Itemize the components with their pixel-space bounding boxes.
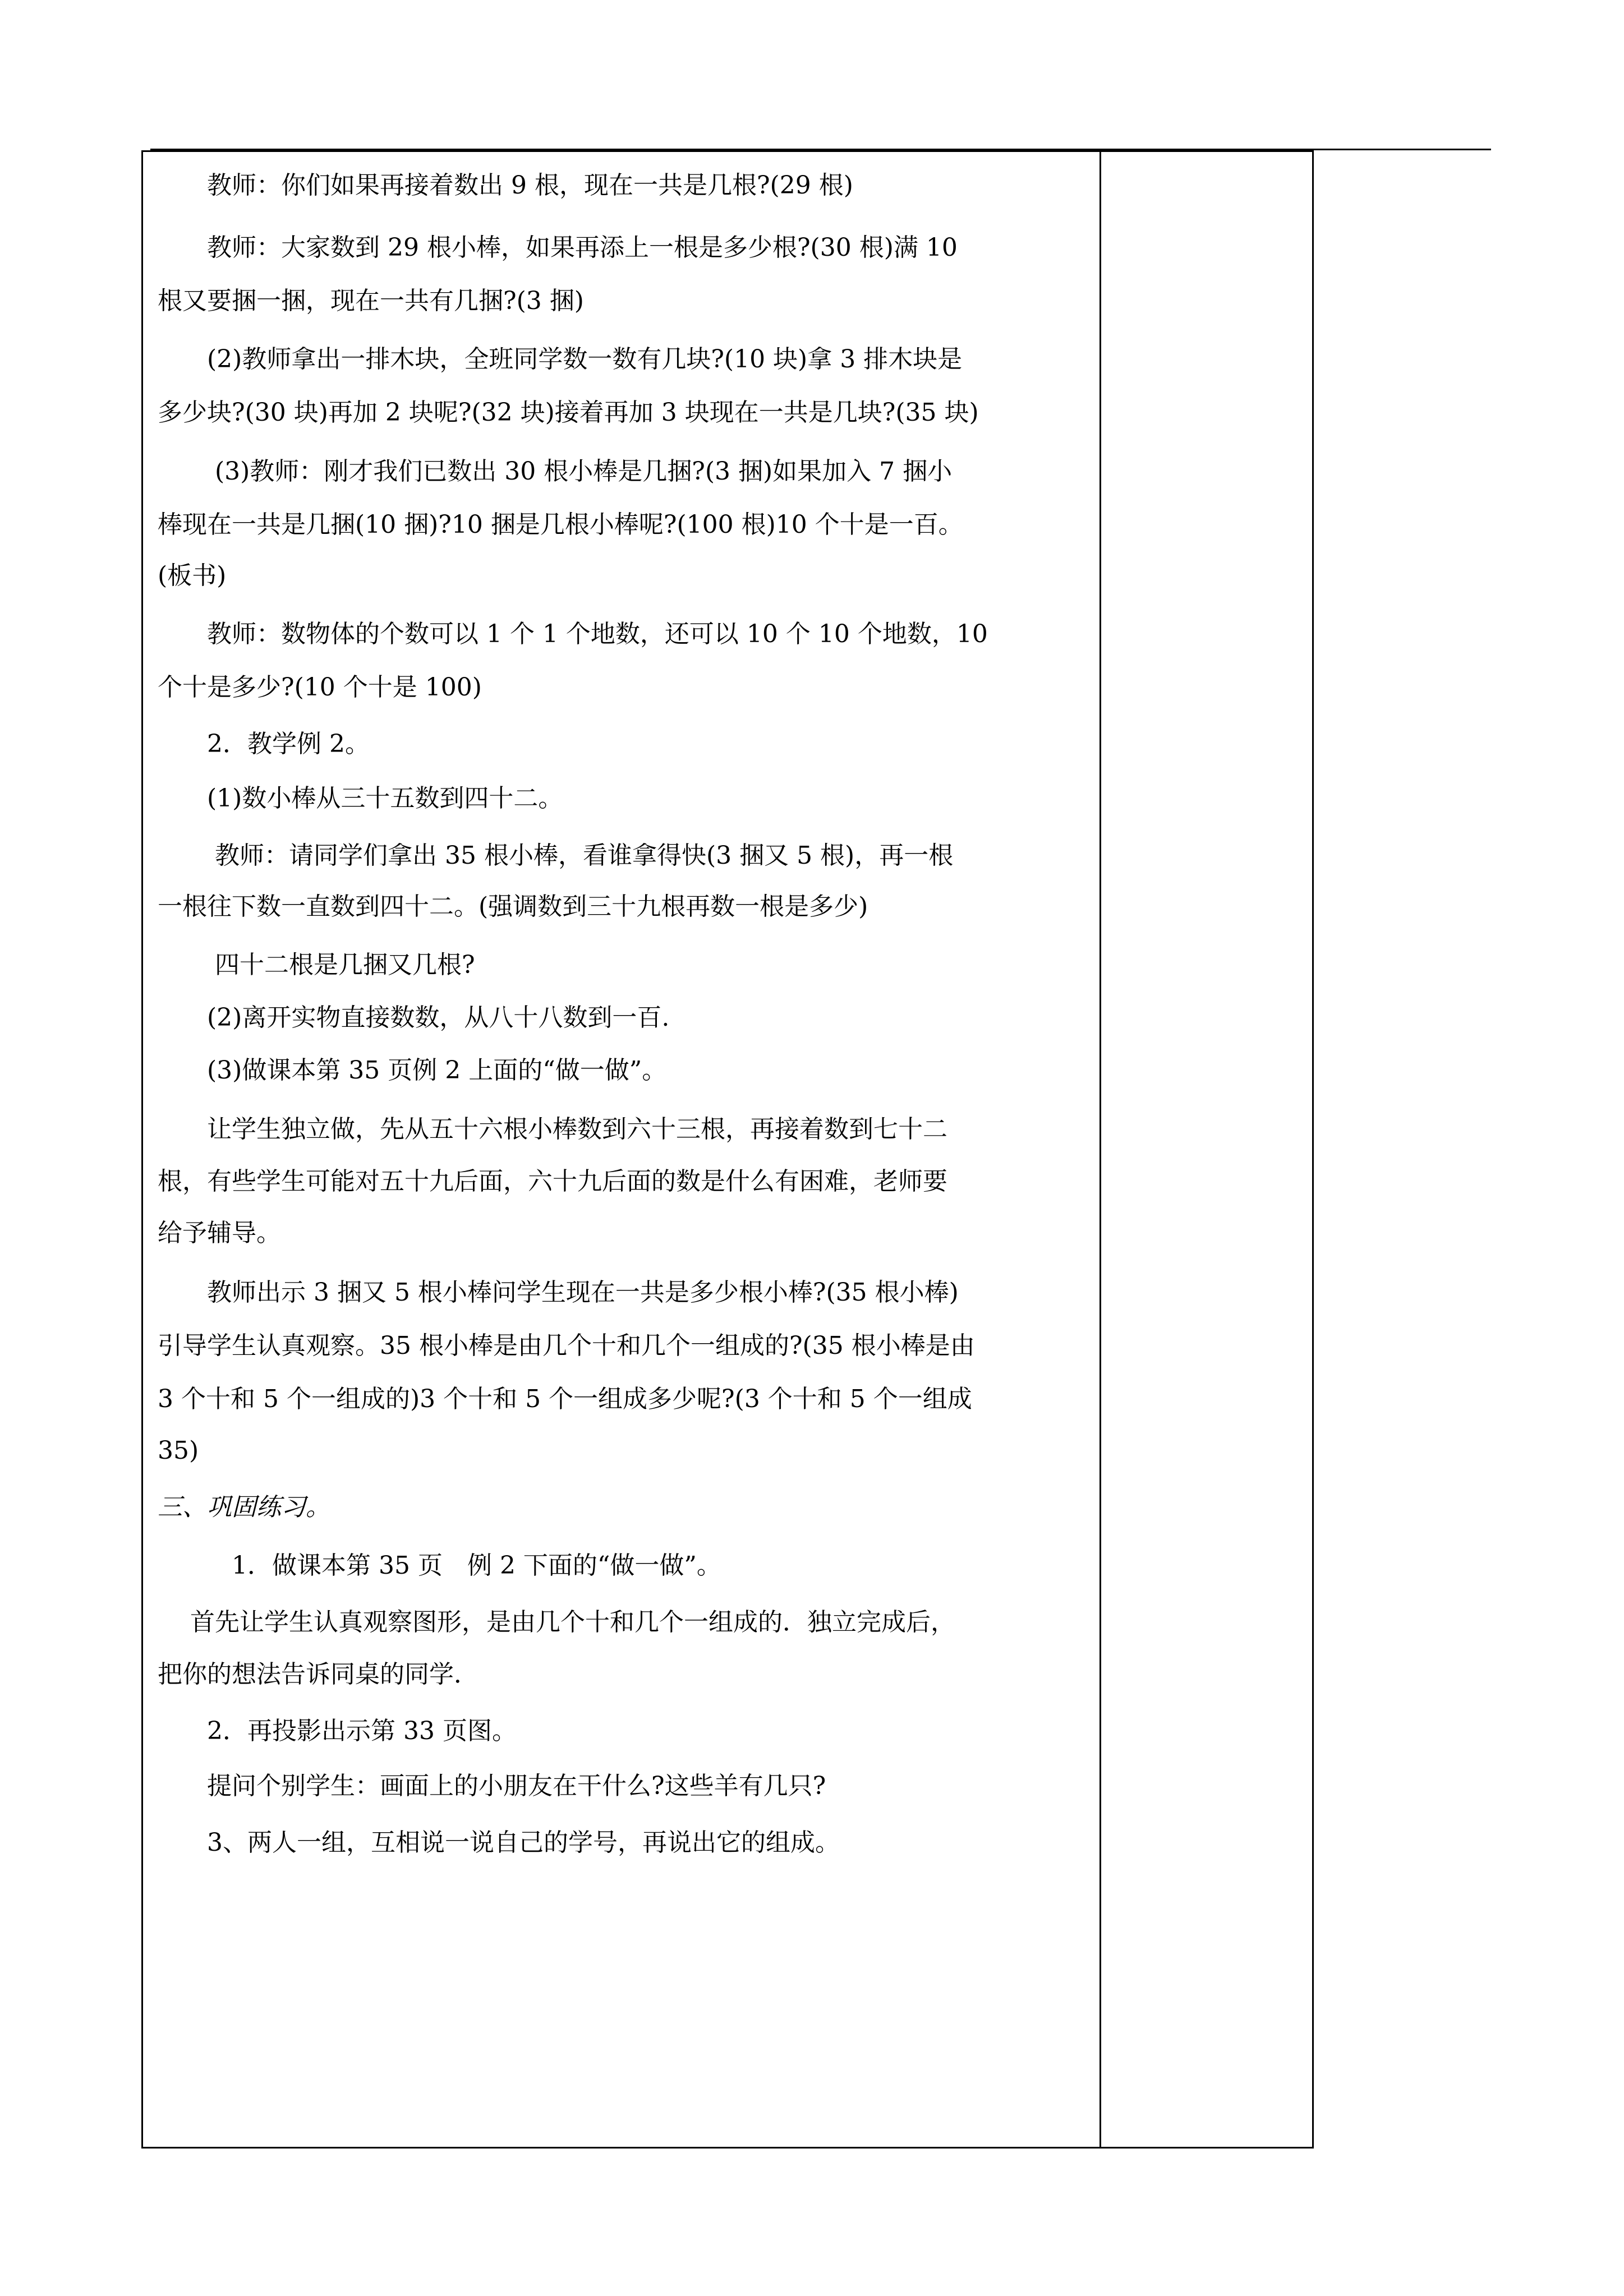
text-line: 教师：大家数到 29 根小棒，如果再添上一根是多少根?(30 根)满 10 <box>158 233 958 262</box>
lesson-table <box>141 150 1314 2149</box>
text-line: 3、两人一组，互相说一说自己的学号，再说出它的组成。 <box>158 1828 840 1857</box>
text-line: 引导学生认真观察。35 根小棒是由几个十和几个一组成的?(35 根小棒是由 <box>158 1331 975 1360</box>
text-line: 3 个十和 5 个一组成的)3 个十和 5 个一组成多少呢?(3 个十和 5 个一组成 <box>158 1385 972 1413</box>
text-line: (1)数小棒从三十五数到四十二。 <box>158 784 563 813</box>
notes-cell <box>1101 152 1312 2147</box>
text-line: 35) <box>158 1436 199 1465</box>
text-line: (3)做课本第 35 页例 2 上面的“做一做”。 <box>158 1056 667 1085</box>
section-heading: 三、巩固练习。 <box>158 1493 330 1522</box>
text-line: (板书) <box>158 561 227 590</box>
text-line: 根又要捆一捆，现在一共有几捆?(3 捆) <box>158 287 584 315</box>
text-line: 2．教学例 2。 <box>158 730 370 758</box>
text-line: 根，有些学生可能对五十九后面，六十九后面的数是什么有困难，老师要 <box>158 1167 947 1196</box>
text-line: 1．做课本第 35 页 例 2 下面的“做一做”。 <box>158 1551 721 1580</box>
text-line: 提问个别学生：画面上的小朋友在干什么?这些羊有几只? <box>158 1772 826 1800</box>
text-line: (2)离开实物直接数数，从八十八数到一百. <box>158 1003 670 1032</box>
text-line: 首先让学生认真观察图形，是由几个十和几个一组成的．独立完成后， <box>158 1608 955 1636</box>
text-line: 教师：数物体的个数可以 1 个 1 个地数，还可以 10 个 10 个地数，10 <box>158 620 988 648</box>
text-line: 一根往下数一直数到四十二。(强调数到三十九根再数一根是多少) <box>158 892 868 921</box>
text-line: 四十二根是几捆又几根? <box>158 951 475 979</box>
text-line: 多少块?(30 块)再加 2 块呢?(32 块)接着再加 3 块现在一共是几块?(35 块) <box>158 398 979 427</box>
text-line: (3)教师：刚才我们已数出 30 根小棒是几捆?(3 捆)如果加入 7 捆小 <box>158 457 953 486</box>
text-line: 2．再投影出示第 33 页图。 <box>158 1717 517 1745</box>
text-line: 个十是多少?(10 个十是 100) <box>158 673 482 702</box>
text-line: 让学生独立做，先从五十六根小棒数到六十三根，再接着数到七十二 <box>158 1115 947 1144</box>
text-line: 教师：请同学们拿出 35 根小棒，看谁拿得快(3 捆又 5 根)，再一根 <box>158 841 954 870</box>
text-line: (2)教师拿出一排木块，全班同学数一数有几块?(10 块)拿 3 排木块是 <box>158 345 963 374</box>
text-line: 棒现在一共是几捆(10 捆)?10 捆是几根小棒呢?(100 根)10 个十是一百。 <box>158 510 963 539</box>
text-line: 教师：你们如果再接着数出 9 根，现在一共是几根?(29 根) <box>158 171 853 200</box>
text-line: 把你的想法告诉同桌的同学． <box>158 1660 479 1689</box>
text-line: 给予辅导。 <box>158 1219 281 1247</box>
text-line: 教师出示 3 捆又 5 根小棒问学生现在一共是多少根小棒?(35 根小棒) <box>158 1278 959 1307</box>
